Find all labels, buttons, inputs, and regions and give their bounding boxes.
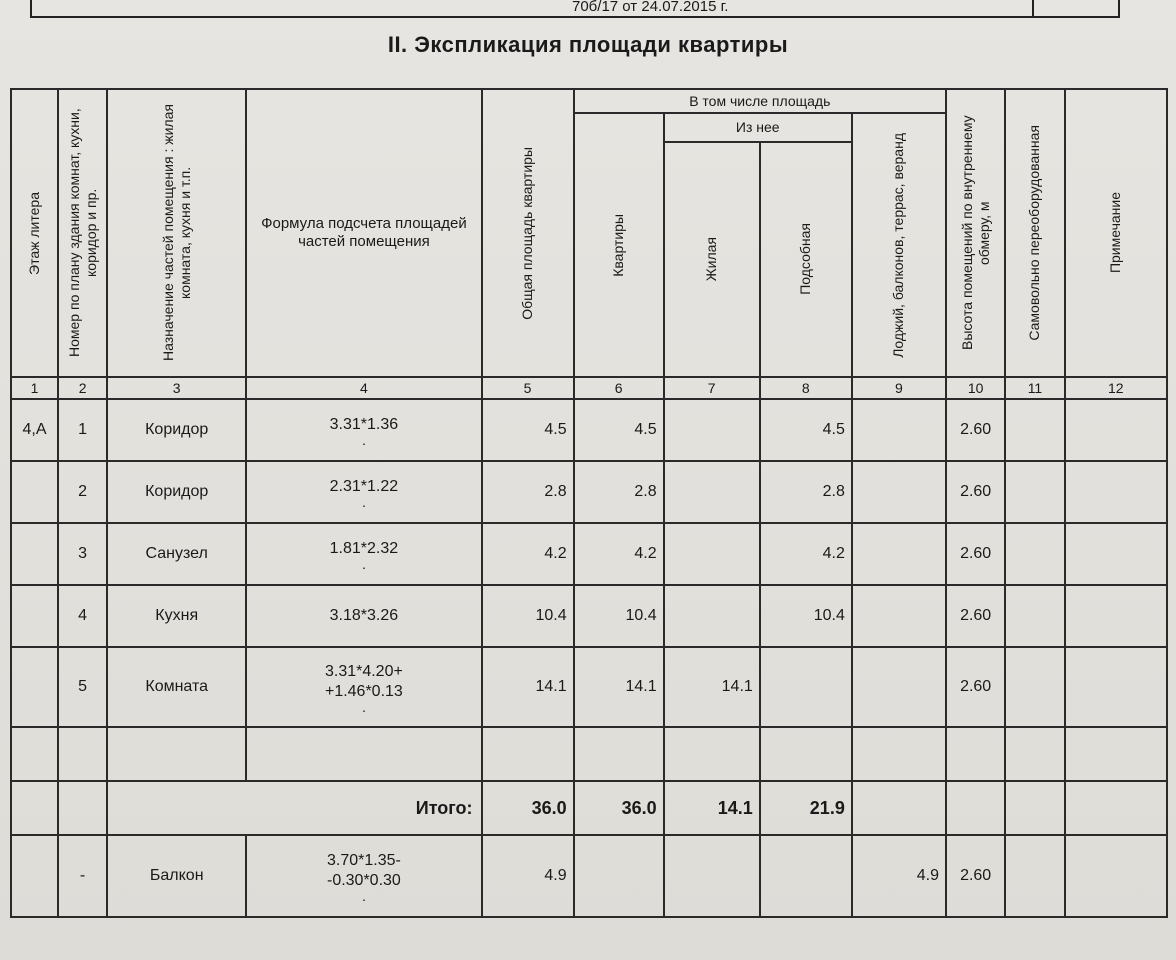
header-living: Жилая — [664, 142, 760, 377]
balcony-row: - Балкон 3.70*1.35- -0.30*0.30 . 4.9 4.9 2.60 — [11, 835, 1167, 917]
totals-label: Итого: — [107, 781, 481, 835]
header-group-area: В том числе площадь — [574, 89, 946, 113]
totals-row — [11, 781, 1167, 835]
header-subgroup: Из нее — [664, 113, 852, 142]
header-purpose: Назначение частей помещения : жилая комната, кухня и т.п. — [107, 89, 246, 377]
table-row-empty — [11, 727, 1167, 781]
header-loggia: Лоджий, балконов, террас, веранд — [852, 113, 946, 377]
totals-auxiliary: 21.9 — [760, 781, 852, 835]
header-total-area: Общая площадь квартиры — [482, 89, 574, 377]
previous-table-bottom — [30, 0, 1120, 18]
header-plan-number: Номер по плану здания комнат, кухни, коридор и пр. — [58, 89, 107, 377]
header-unauthorized: Самовольно переоборудованная — [1005, 89, 1064, 377]
header-note: Примечание — [1065, 89, 1167, 377]
table-row: 2 Коридор 2.31*1.22 . 2.8 2.8 2.8 2.60 — [11, 461, 1167, 523]
totals-apartment: 36.0 — [574, 781, 664, 835]
table-row: 3 Санузел 1.81*2.32 . 4.2 4.2 4.2 2.60 — [11, 523, 1167, 585]
registration-reference: 70б/17 от 24.07.2015 г. — [572, 0, 729, 15]
totals-living: 14.1 — [664, 781, 760, 835]
page-title: II. Экспликация площади квартиры — [387, 32, 789, 57]
totals-total-area: 36.0 — [482, 781, 574, 835]
header-floor: Этаж литера — [11, 89, 58, 377]
table-row: 4 Кухня 3.18*3.26 10.4 10.4 10.4 2.60 — [11, 585, 1167, 647]
header-height: Высота помещений по внутреннему обмеру, м — [946, 89, 1005, 377]
column-number-row: 1 2 3 4 5 6 7 8 9 10 11 12 — [11, 377, 1167, 399]
table-row: 5 Комната 3.31*4.20+ +1.46*0.13 . 14.1 14.1 14.1 2.60 — [11, 647, 1167, 727]
header-apartment: Квартиры — [574, 113, 664, 377]
table-row: 4,А 1 Коридор 3.31*1.36 . 4.5 4.5 4.5 2.60 — [11, 399, 1167, 461]
header-auxiliary: Подсобная — [760, 142, 852, 377]
header-formula: Формула подсчета площадей частей помещения — [246, 89, 481, 377]
explication-table — [10, 88, 1168, 918]
